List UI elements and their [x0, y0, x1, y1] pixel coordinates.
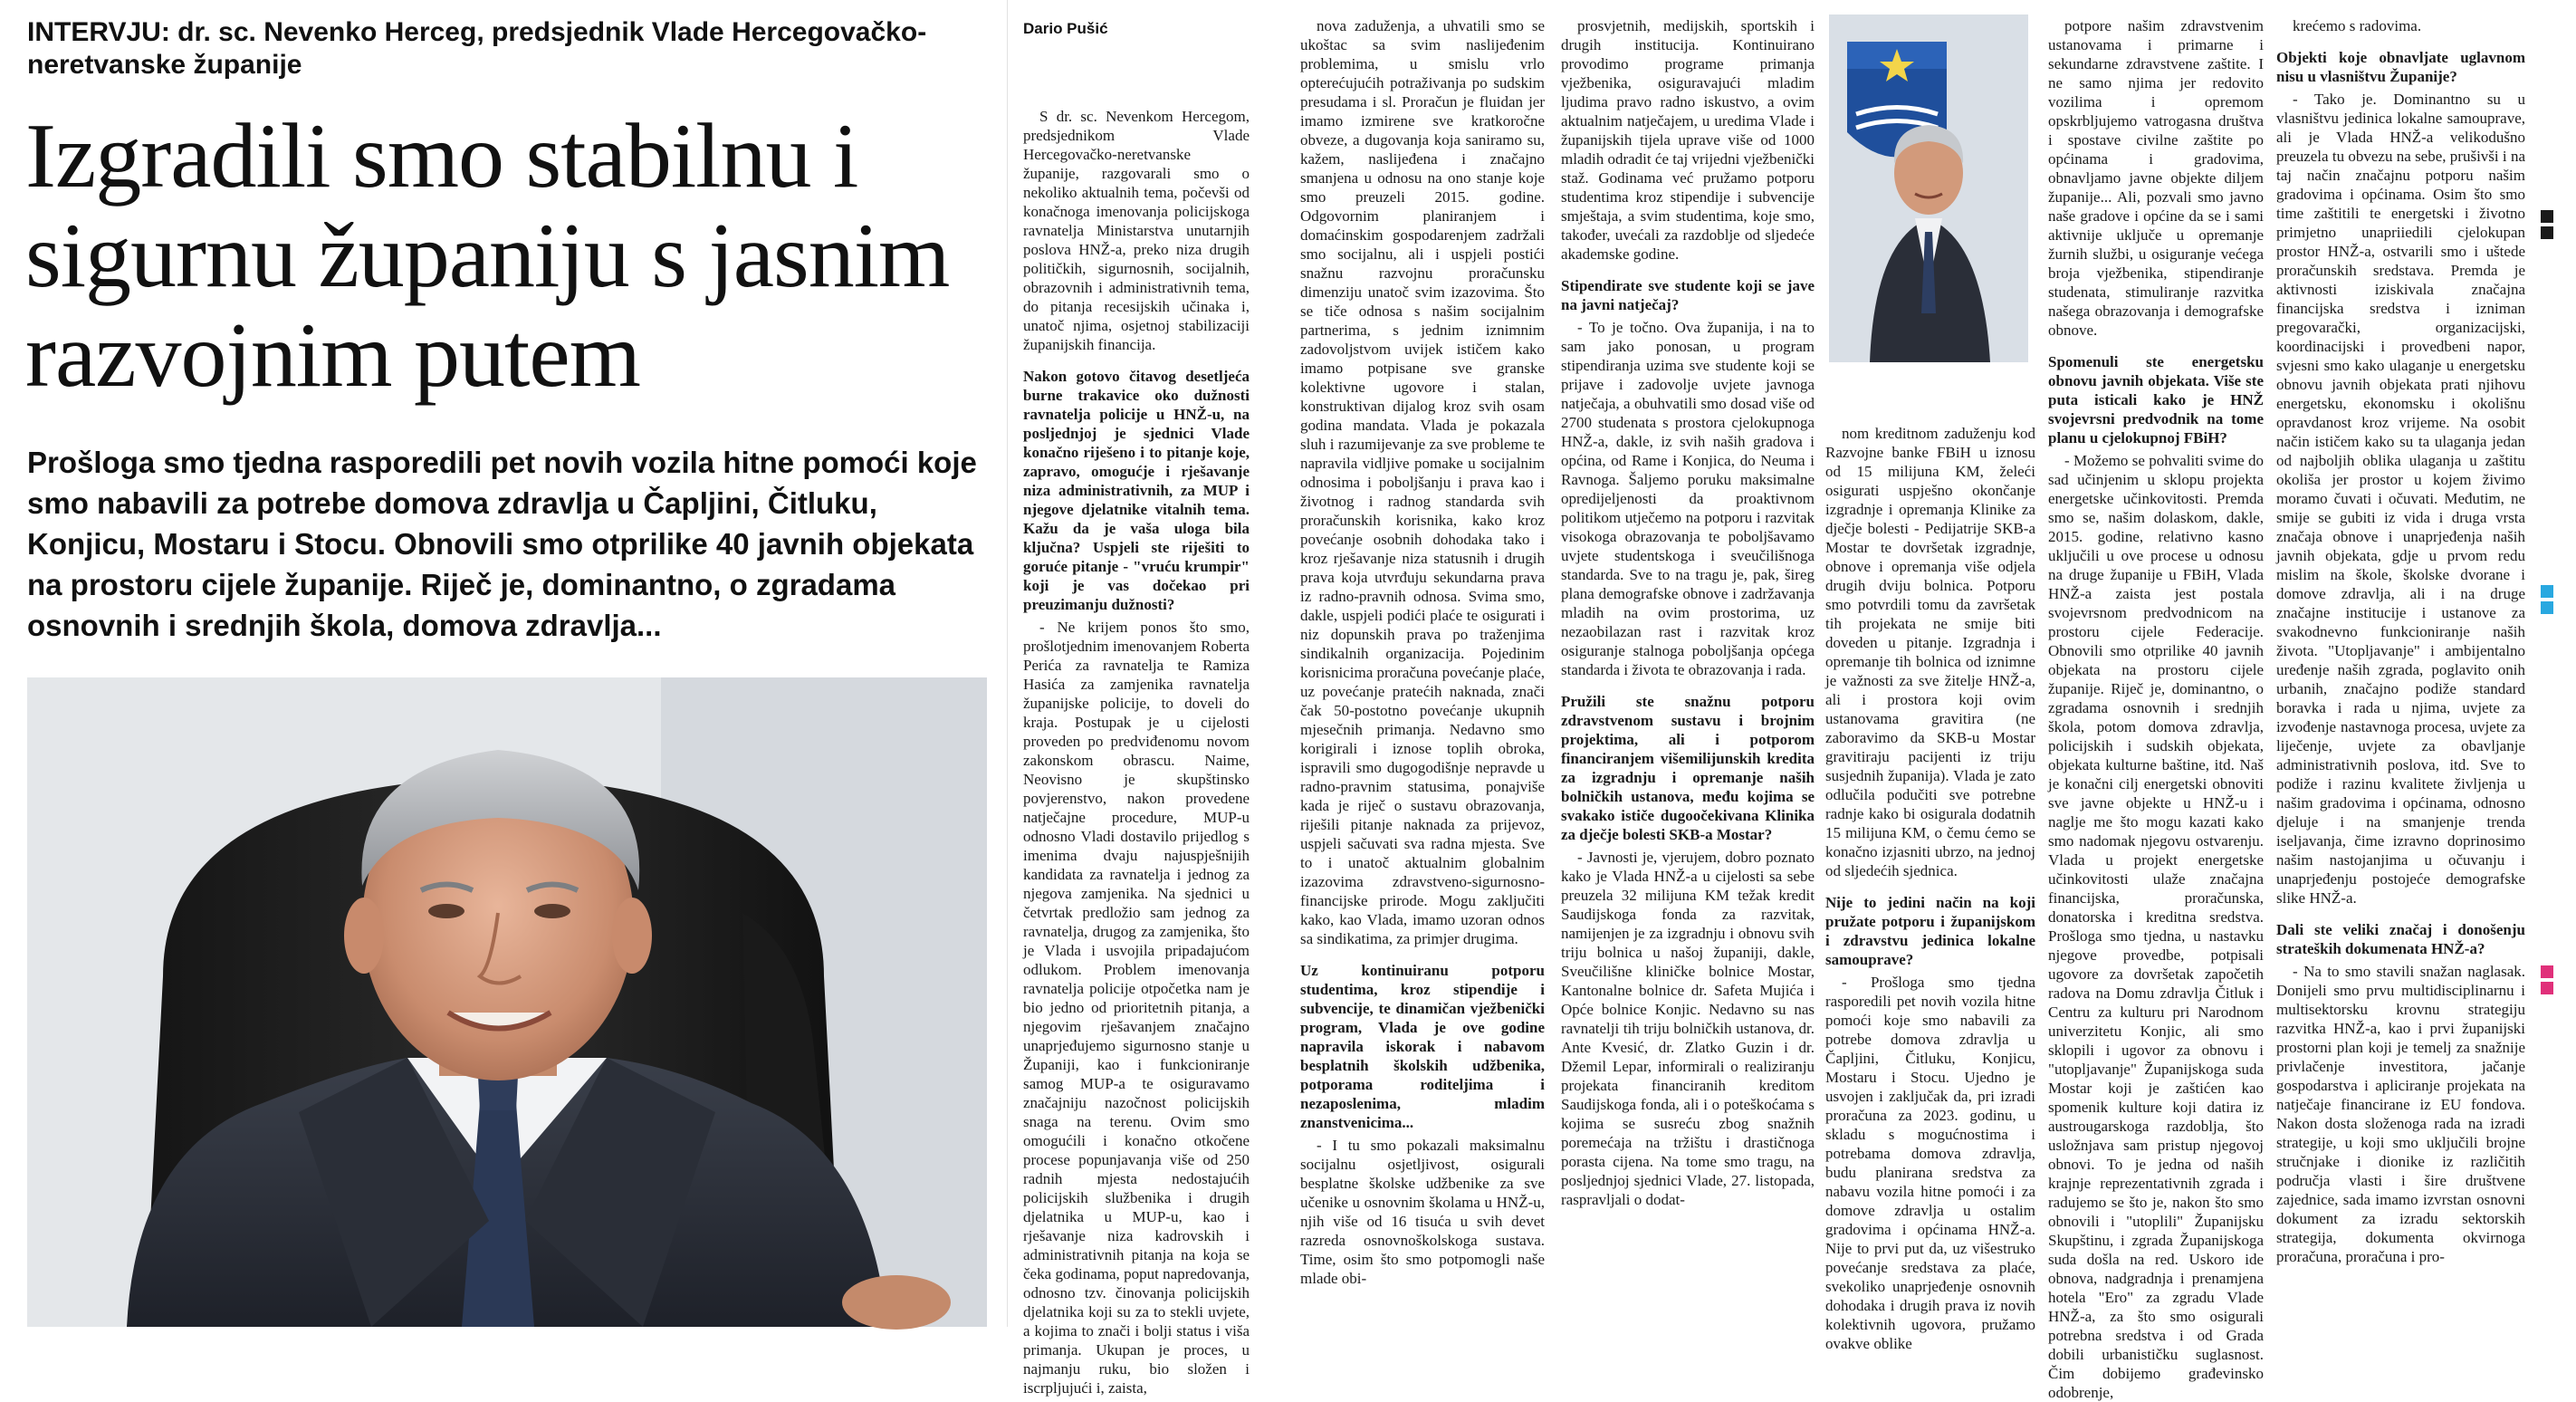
- article-column-6: [2276, 16, 2525, 1327]
- magenta-swatch: [2541, 965, 2553, 978]
- magenta-swatch: [2541, 982, 2553, 994]
- lead-paragraph: Prošloga smo tjedna rasporedili pet novih vozila hitne pomoći koje smo nabavili za potrebe domova zdravlja u Čapljini, Čitluku, Konjicu, Mostaru i Stocu. Obnovili smo otprilike 40 javnih objekata na prostoru cijele županije. Riječ je, dominantno, o zgradama osnovnih i srednjih škola, domova zdravlja...: [27, 446, 977, 642]
- article-column-2: [1300, 16, 1545, 1327]
- interview-answer: - Prošloga smo tjedna rasporedili pet novih vozila hitne pomoći koje smo nabavili za potrebe domova zdravlja u Čapljini, Čitluku, Konjicu, Mostaru i Stocu. Ujedno je usvojen i zaključak da, pri izradi proračuna za 2023. godinu, u skladu s mogućnostima i potrebama domova zdravlja, budu planirana sredstva za nabavu vozila hitne pomoći i za domove zdravlja u ostalim gradovima i općinama HNŽ-a. Nije to prvi put da, uz višestruko povećanje sredstava za plaće, svekoliko unaprjeđenje osnovnih dohodaka i drugih prava iz novih kolektivnih ugovora, pružamo ovakve oblike: [1825, 974, 2035, 1352]
- interview-question: Stipendirate sve studente koji se jave na javni natječaj?: [1561, 277, 1815, 313]
- interview-answer: - Ne krijem ponos što smo, prošlotjednim imenovanjem Roberta Perića za ravnatelja te Ramiza Hasića za zamjenika ravnatelja županijske policije, to doveli do kraja. Postupak je u cijelosti proveden po predviđenomu novom zakonskom obrascu. Naime, Neovisno je skupštinsko povjerenstvo, nakon provedene natječajne procedure, MUP-u odnosno Vladi dostavilo prijedlog s imenima dvaju najuspješnijih kandidata za ravnatelja i jednog za njegova zamjenika. Na sjednici u četvrtak predložio sam jednog za ravnatelja, drugog za zamjenika, što je Vlada i usvojila pripadajućom odlukom. Problem imenovanja ravnatelja policije otpočetka nam je bio jedno od prioritetnih pitanja, a njegovim rješavanjem značajno unaprjeđujemo sigurnosno stanje u Županiji, kao i funkcioniranje samog MUP-a te osiguravamo značajniju nazočnost policijskih snaga na terenu. Ovim smo omogućili i konačno otkočene procese popunjavanja više od 250 radnih mjesta nedostajućih policijskih službenika i drugih djelatnika u MUP-u, kao i rješavanje niza kadrovskih i administrativnih pitanja na koja se čeka godinama, poput napredovanja, odnosno tzv. činovanja policijskih djelatnika koji su za to stekli uvjete, a kojima to znači i bolji status i viša primanja. Ukupan je proces, u najmanju ruku, bio složen i iscrpljujući i, zaista,: [1023, 619, 1250, 1397]
- interview-answer: - Javnosti je, vjerujem, dobro poznato kako je Vlada HNŽ-a u cijelosti sa sebe preuzela 32 milijuna KM težak kredit Saudijskoga fonda za razvitak, namijenjen je za izgradnju i obnovu svih triju bolnica u našoj županiji, dakle, Sveučilišne kliničke bolnice Mostar, Kantonalne bolnice dr. Safeta Mujića i Opće bolnice Konjic. Nedavno su nas ravnatelji tih triju bolničkih ustanova, dr. Ante Kvesić, dr. Zlatko Guzin i dr. Džemil Lepar, informirali o realiziranju projekata financiranih kreditom Saudijskoga fonda, ali i o poteškoćama s kojima se susreću zbog snažnih poremećaja na tržištu i drastičnoga porasta cijena. Na tome smo tragu, na posljednjoj sjednici Vlade, 27. listopada, raspravljali o dodat-: [1561, 849, 1815, 1208]
- kicker-label: INTERVJU:: [27, 17, 170, 47]
- interview-answer: potpore našim zdravstvenim ustanovama i primarne i sekundarne zdravstvene zaštite. I ne samo njima jer redovito vozilima i opremom opskrbljujemo vatrogasna društva i spostave civilne zaštite po općinama i gradovima, obnavljamo javne objekte diljem županije... Ali, pozvali smo javno naše gradove i općine da se i sami aktivnije uključe u opremanje žurnih službi, u osiguranje većega broja vježbenika, stipendiranje studenata, stimuliranje razvitka našega obrazovanja i demografske obnove.: [2048, 17, 2264, 339]
- interview-question: Objekti koje obnavljate uglavnom nisu u vlasništvu Županije?: [2276, 49, 2525, 85]
- interview-question: Nakon gotovo čitavog desetljeća burne trakavice oko dužnosti ravnatelja policije u HNŽ-u, na posljednjoj je sjednici Vlade konačno riješeno i to pitanje koje, zapravo, omogućje i rješavanje niza administrativnih, za MUP i njegove djelatnike vitalnih tema. Kažu da je vaša uloga bila ključna? Uspjeli ste riješiti to goruće pitanje - "vruću krumpir" koji je vas dočekao pri preuzimanju dužnosti?: [1023, 368, 1250, 613]
- page-gutter: [1007, 0, 1008, 1327]
- interview-question: Dali ste veliki značaj i donošenju strateških dokumenata HNŽ-a?: [2276, 921, 2525, 957]
- article-column-3: [1561, 16, 1815, 1327]
- interview-answer: - Tako je. Dominantno su u vlasništvu jedinica lokalne samouprave, ali je Vlada HNŽ-a velikodušno preuzela tu obvezu na sebe, prušivši i na taj način značajnu potporu našim gradovima i općinama. Osim što smo time zaštitili te energetski i životno primjetno unapriiedili cjelokupan prostor HNŽ-a, ostvarili smo i uštede proračunskih sredstava. Premda je aktivnosti iziskivala značajna financijska sredstva i izniman pregovarački, organizacijski, koordinacijski i provedbeni napor, svjesni smo kako ulaganje u energetsku obnovu javnih objekata prati njihovu energetsku, ekonomsku i okolišnu opravdanost kroz vrijeme. Na osobit način ističem kako su ta ulaganja jedan od najboljih oblika ulaganja u zaštitu okoliša jer prostor u kojem živimo moramo čuvati i očuvati. Međutim, ne smije se gubiti iz vida i druga vrsta značaja obnove i unaprjeđenja naših javnih objekata, gdje u prvom redu mislim na škole, školske dvorane i domove zdravlja, ali i na druge značajne institucije i ustanove za svakodnevno funkcioniranje naših života. "Utopljavanje" i ambijentalno uređenje naših zgrada, poglavito onih urbanih, značajno podiže standard boravka i rada u njima, uvjete za izvođenje nastavnoga procesa, uvjete za liječenje, uvjete za obavljanje administrativnih poslova, itd. Sve to podiže i razinu kvalitete življenja u našim gradovima i općinama, odnosno djeluje i na smanjenje trenda iseljavanja, čime izravno doprinosimo našim nastojanjima u očuvanju i unaprjeđenju postojeće demografske slike HNŽ-a.: [2276, 91, 2525, 907]
- article-column-5: [2048, 16, 2264, 1401]
- interview-question: Pružili ste snažnu potporu zdravstvenom sustavu i brojnim projektima, ali i potporom financiranjem višemilijunskih kredita za izgradnju i opremanje naših bolničkih ustanova, među kojima se svakako ističe dugoočekivana Klinika za dječje bolesti SKB-a Mostar?: [1561, 693, 1815, 843]
- kicker: [27, 16, 987, 82]
- article-column-4: [1825, 424, 2035, 1352]
- cyan-swatch: [2541, 601, 2553, 614]
- interview-answer: S dr. sc. Nevenkom Hercegom, predsjednikom Vlade Hercegovačko-neretvanske županije, razgovarali smo o nekoliko aktualnih tema, počevši od konačnoga imenovanja policijskoga ravnatelja Ministarstva unutarnjih poslova HNŽ-a, preko niza drugih političkih, sigurnosnih, socijalnih, obrazovnih i administrativnih tema, do pitanja recesijskih učinaka i, unatoč njima, osjetnoj stabilizaciji županijskih financija.: [1023, 108, 1250, 353]
- article-column-1: [1023, 107, 1250, 1397]
- interview-answer: - I tu smo pokazali maksimalnu socijalnu osjetljivost, osigurali besplatne školske udžbenike za sve učenike u osnovnim školama u HNŽ-u, njih više od 16 tisuća u svih devet razreda osnovnoškolskoga sustava. Time, osim što smo potpomogli naše mlade obi-: [1300, 1137, 1545, 1287]
- black-swatch: [2541, 226, 2553, 239]
- black-swatch: [2541, 210, 2553, 223]
- interview-answer: nom kreditnom zaduženju kod Razvojne banke FBiH u iznosu od 15 milijuna KM, želeći osigurati uspješno okončanje izgradnje i opremanja Klinike za dječje bolesti - Pedijatrije SKB-a Mostar te dovršetak izgradnje, obnove i opremanja više odjela drugih dviju bolnica. Potporu smo potvrdili tomu da završetak tih projekata ne smije biti doveden u pitanje. Izgradnja i opremanje tih bolnica od iznimne je važnosti za sve žitelje HNŽ-a, ali i prostora koji ovim ustanovama gravitira (ne zaboravimo da SKB-u Mostar gravitiraju pacijenti iz triju susjednih županija). Vlada je zato odlučila podučiti sve potrebne radnje kako bi osigurala dodatnih 15 milijuna KM, o čemu ćemo se konačno izjasniti ubrzo, na jednoj od sljedećih sjednica.: [1825, 425, 2035, 879]
- interview-answer: - Možemo se pohvaliti svime do sad učinjenim u sklopu projekta energetske učinkovitosti. Premda smo se, našim dolaskom, dakle, 2015. godine, relativno kasno uključili u ove procese u odnosu na druge županije u FBiH, Vlada HNŽ-a zaista jest postala svojevrsnom predvodnicom na prostoru cijele Federacije. Obnovili smo otprilike 40 javnih objekata na prostoru cijele županije. Riječ je, dominantno, o zgradama osnovnih i srednjih škola, potom domova zdravlja, policijskih i sudskih objekata, objekata kulturne baštine, itd. Naš je konačni cilj energetski obnoviti sve javne objekte u HNŽ-u i naglje me što mogu kazati kako smo nadomak njegovu ostvarenju. Vlada u projekt energetske učinkovitosti ulaže značajna financijska, proračunska, donatorska i kreditna sredstva. Prošloga smo tjedna, u nastavku njegove provedbe, potpisali ugovore za dovršetak započetih radova na Domu zdravlja Čitluk i Centru za kulturu pri Narodnom univerzitetu Konjic, ali smo sklopili i ugovor za obnovu i "utopljavanje" Županijskoga suda Mostar koji je zaštićen kao spomenik kulture koji datira iz austrougarskoga razdoblja, što usložnjava sam pristup njegovoj obnovi. To je jedna od naših krajnje reprezentativnih zgrada i radujemo se što je, nakon što smo obnovili i "utoplili" Županijsku Skupštinu, i zgrada Županijskoga suda došla na red. Uskoro ide obnova, nadgradnja i prenamjena hotela "Ero" za zgradu Vlade HNŽ-a, za što smo osigurali potrebna sredstva i od Grada dobili urbanističku suglasnost. Čim dobijemo građevinsko odobrenje,: [2048, 452, 2264, 1401]
- interview-answer: krećemo s radovima.: [2293, 17, 2422, 34]
- main-portrait-photo: [27, 677, 987, 1327]
- headline: Izgradili smo stabilnu i sigurnu županiju s jasnim razvojnim putem: [25, 105, 950, 407]
- interview-question: Spomenuli ste energetsku obnovu javnih objekata. Više ste puta isticali kako je HNŽ svojevrsni predvodnik na tome planu u cjelokupnoj FBiH?: [2048, 353, 2264, 447]
- interview-answer: - To je točno. Ova županija, i na to sam jako ponosan, u program stipendiranja uzima sve studente koji se prijave i zadovolje uvjete javnoga natječaja, a obuhvatili smo dosad više od 2700 studenata s prostora cjelokupnoga HNŽ-a, dakle, iz svih naših gradova i općina, od Rame i Konjica, do Neuma i Ravnoga. Šaljemo poruku maksimalne opredijeljenosti da proaktivnom politikom utječemo na potporu i razvitak visokoga obrazovanja te poboljšavamo uvjete studentskoga i sveučilišnoga standarda. Sve to na tragu je, pak, šireg plana demografske obnove i zadržavanja mladih na ovim prostorima, uz nezaobilazan rast i razvitak kroz osiguranje stalnoga poboljšanja općega standarda i života te obrazovanja i rada.: [1561, 319, 1815, 678]
- kicker-text: dr. sc. Nevenko Herceg, predsjednik Vlade Hercegovačko-neretvanske županije: [27, 17, 927, 80]
- interview-question: Nije to jedini način na koji pružate potporu i županijskom i zdravstvu jedinica lokalne samouprave?: [1825, 894, 2035, 968]
- interview-question: Uz kontinuiranu potporu studentima, kroz stipendije i subvencije, te dinamičan vježbenički program, Vlada je ove godine napravila iskorak i nabavom besplatnih školskih udžbenika, potporama roditeljima i nezaposlenima, mladim znanstvenicima...: [1300, 962, 1545, 1131]
- standing-portrait-photo: [1829, 14, 2028, 362]
- cyan-swatch: [2541, 585, 2553, 598]
- interview-answer: - Na to smo stavili snažan naglasak. Donijeli smo prvu multidisciplinarnu i multisektorsku krovnu strategiju razvitka HNŽ-a, kao i prvi županijski prostorni plan koji je temelj za snažnije privlačenje investitora, jačanje gospodarstva i apliciranje projekata na natječaje financirane iz EU fondova. Nakon dosta složenoga rada na izradi strategije, u koji smo uključili brojne stručnjake i dionike iz različitih područja vlasti i šire društvene zajednice, sada imamo izvrstan osnovni dokument za izradu sektorskih strategija, dokumenta okvirnoga proračuna, proračuna i pro-: [2276, 963, 2525, 1265]
- byline: Dario Pušić: [1023, 20, 1108, 37]
- interview-answer: prosvjetnih, medijskih, sportskih i drugih institucija. Kontinuirano provodimo programe primanja vježbenika, osiguravajući mladim ljudima pravo radno iskustvo, a ovim aktualnim natječajem, u uredima Vlade i županijskih tijela uprave više od 1000 mladih odradit će taj vrijedni vježbenički staž. Godinama već pružamo potporu studentima kroz stipendije i subvencije smještaja, a svim studentima, koje smo, također, uvećali za razdoblje od sljedeće akademske godine.: [1561, 17, 1815, 263]
- interview-answer: nova zaduženja, a uhvatili smo se ukoštac sa svim naslijeđenim problemima, u smislu vrlo opterećujućih potraživanja po sudskim presudama i sl. Proračun je fluidan jer imamo izmirene sve kratkoročne obveze, a dugovanja koja saniramo su, kažem, naslijeđena i značajno smanjena u odnosu na ono stanje koje smo preuzeli 2015. godine. Odgovornim planiranjem i domaćinskim gospodarenjem zadržali smo socijalnu, ali i uspjeli postići snažnu razvojnu proračunsku dimenziju unatoč svim izazovima. Što se tiče odnosa s našim socijalnim partnerima, s jednim iznimnim zadovoljstvom uvijek ističem kako imamo potpisane sve granske kolektivne ugovore i stalan, konstruktivan dijalog kroz svih osam godina mandata. Vlada je pokazala sluh i razumijevanje za sve probleme te napravila vidljive pomake u socijalnim odnosima i poboljšanju i prava kao i životnog i radnog standarda svih proračunskih korisnika, kako kroz povećanje osobnih dohodaka tako i kroz rješavanje niza statusnih i drugih prava koja utvrđuju sekundarna prava iz radno-pravnih odnosa. Svima smo, dakle, uspjeli podići plaće te osigurati i niz dopunskih prava po traženjima sindikalnih organizacija. Pojedinim korisnicima proračuna povećanje plaće, uz povećanje pratećih naknada, znači čak 50-postotno povećanje ukupnih mjesečnih primanja. Nedavno smo korigirali i iznose toplih obroka, ispravili smo dugogodišnje nepravde u radno-pravnim statusima, ponajviše kada je riječ o sustavu obrazovanja, riješili pitanje naknada za prijevoz, uspjeli sačuvati sva radna mjesta. Sve to i unatoč aktualnim globalnim izazovima zdravstveno-sigurnosno-financijske prirode. Mogu zaključiti kako, kao Vlada, imamo uzoran odnos sa sindikatima, za primjer drugima.: [1300, 17, 1545, 947]
